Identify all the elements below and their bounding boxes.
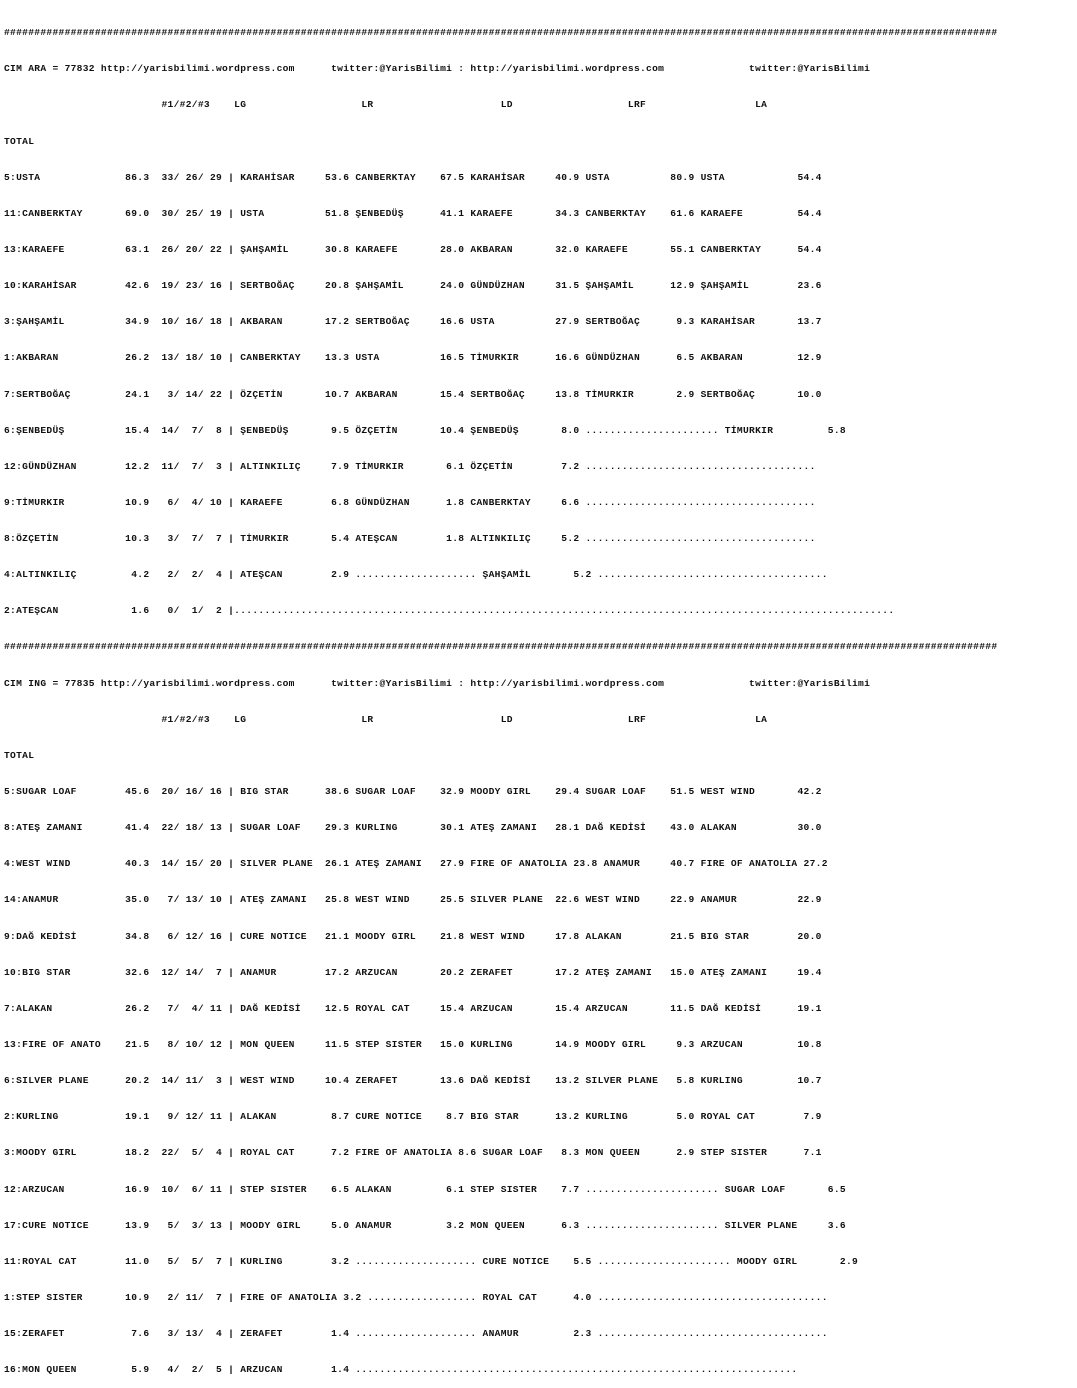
table-row: 14:ANAMUR 35.0 7/ 13/ 10 | ATEŞ ZAMANI 25.8 WEST WIND 25.5 SILVER PLANE 22.6 WEST WIND 22.9 ANAMUR 22.9	[4, 894, 822, 906]
total-label: TOTAL	[4, 135, 877, 147]
table-row: 12:ARZUCAN 16.9 10/ 6/ 11 | STEP SISTER 6.5 ALAKAN 6.1 STEP SISTER 7.7 ...................... SUGAR LOAF 6.5	[4, 1183, 846, 1195]
table-row: 2:ATEŞCAN 1.6 0/ 1/ 2 |.............................................................................................................	[4, 605, 895, 617]
race-statistics-sheet	[4, 3, 997, 1388]
table-row: 13:KARAEFE 63.1 26/ 20/ 22 | ŞAHŞAMİL 30.8 KARAEFE 28.0 AKBARAN 32.0 KARAEFE 55.1 CANBERKTAY 54.4	[4, 243, 822, 255]
table-row: 8:ÖZÇETİN 10.3 3/ 7/ 7 | TİMURKIR 5.4 ATEŞCAN 1.8 ALTINKILIÇ 5.2 ......................................	[4, 533, 816, 545]
table-row: 11:CANBERKTAY 69.0 30/ 25/ 19 | USTA 51.8 ŞENBEDÜŞ 41.1 KARAEFE 34.3 CANBERKTAY 61.6 KARAEFE 54.4	[4, 207, 822, 219]
table-row: 6:SILVER PLANE 20.2 14/ 11/ 3 | WEST WIND 10.4 ZERAFET 13.6 DAĞ KEDİSİ 13.2 SILVER PLANE 5.8 KURLING 10.7	[4, 1075, 822, 1087]
table-row: 10:KARAHİSAR 42.6 19/ 23/ 16 | SERTBOĞAÇ 20.8 ŞAHŞAMİL 24.0 GÜNDÜZHAN 31.5 ŞAHŞAMİL 12.9 ŞAHŞAMİL 23.6	[4, 280, 822, 292]
table-row: 7:SERTBOĞAÇ 24.1 3/ 14/ 22 | ÖZÇETİN 10.7 AKBARAN 15.4 SERTBOĞAÇ 13.8 TİMURKIR 2.9 SERTBOĞAÇ 10.0	[4, 388, 822, 400]
table-row: 3:MOODY GIRL 18.2 22/ 5/ 4 | ROYAL CAT 7.2 FIRE OF ANATOLIA 8.6 SUGAR LOAF 8.3 MON QUEEN 2.9 STEP SISTER 7.1	[4, 1147, 822, 1159]
table-row: 4:ALTINKILIÇ 4.2 2/ 2/ 4 | ATEŞCAN 2.9 .................... ŞAHŞAMİL 5.2 ......................................	[4, 569, 828, 581]
table-row: 7:ALAKAN 26.2 7/ 4/ 11 | DAĞ KEDİSİ 12.5 ROYAL CAT 15.4 ARZUCAN 15.4 ARZUCAN 11.5 DAĞ KEDİSİ 19.1	[4, 1002, 822, 1014]
table-row: 2:KURLING 19.1 9/ 12/ 11 | ALAKAN 8.7 CURE NOTICE 8.7 BIG STAR 13.2 KURLING 5.0 ROYAL CAT 7.9	[4, 1111, 822, 1123]
race-header-ing: CIM ING = 77835 http://yarisbilimi.wordpress.com twitter:@YarisBilimi : http://yarisbilimi.wordpress.com twitter:@YarisBilimi	[4, 677, 871, 689]
separator-line: ####################################################################################################################################################################	[4, 641, 998, 653]
table-row: 5:USTA 86.3 33/ 26/ 29 | KARAHİSAR 53.6 CANBERKTAY 67.5 KARAHİSAR 40.9 USTA 80.9 USTA 54.4	[4, 171, 822, 183]
table-row: 9:TİMURKIR 10.9 6/ 4/ 10 | KARAEFE 6.8 GÜNDÜZHAN 1.8 CANBERKTAY 6.6 ......................................	[4, 496, 816, 508]
table-row: 4:WEST WIND 40.3 14/ 15/ 20 | SILVER PLANE 26.1 ATEŞ ZAMANI 27.9 FIRE OF ANATOLIA 23.8 ANAMUR 40.7 FIRE OF ANATOLIA 27.2	[4, 858, 828, 870]
table-row: 5:SUGAR LOAF 45.6 20/ 16/ 16 | BIG STAR 38.6 SUGAR LOAF 32.9 MOODY GIRL 29.4 SUGAR LOAF 51.5 WEST WIND 42.2	[4, 786, 822, 798]
table-row: 16:MON QUEEN 5.9 4/ 2/ 5 | ARZUCAN 1.4 .........................................................................	[4, 1364, 798, 1376]
table-row: 3:ŞAHŞAMİL 34.9 10/ 16/ 18 | AKBARAN 17.2 SERTBOĞAÇ 16.6 USTA 27.9 SERTBOĞAÇ 9.3 KARAHİSAR 13.7	[4, 316, 822, 328]
table-row: 1:AKBARAN 26.2 13/ 18/ 10 | CANBERKTAY 13.3 USTA 16.5 TİMURKIR 16.6 GÜNDÜZHAN 6.5 AKBARAN 12.9	[4, 352, 822, 364]
table-row: 9:DAĞ KEDİSİ 34.8 6/ 12/ 16 | CURE NOTICE 21.1 MOODY GIRL 21.8 WEST WIND 17.8 ALAKAN 21.5 BIG STAR 20.0	[4, 930, 822, 942]
table-row: 13:FIRE OF ANATO 21.5 8/ 10/ 12 | MON QUEEN 11.5 STEP SISTER 15.0 KURLING 14.9 MOODY GIRL 9.3 ARZUCAN 10.8	[4, 1039, 822, 1051]
table-row: 11:ROYAL CAT 11.0 5/ 5/ 7 | KURLING 3.2 .................... CURE NOTICE 5.5 ...................... MOODY GIRL 2.9	[4, 1255, 859, 1267]
race-header-ara: CIM ARA = 77832 http://yarisbilimi.wordpress.com twitter:@YarisBilimi : http://yarisbilimi.wordpress.com twitter:@YarisBilimi	[4, 63, 871, 75]
total-label: TOTAL	[4, 749, 877, 761]
table-row: 8:ATEŞ ZAMANI 41.4 22/ 18/ 13 | SUGAR LOAF 29.3 KURLING 30.1 ATEŞ ZAMANI 28.1 DAĞ KEDİSİ 43.0 ALAKAN 30.0	[4, 822, 822, 834]
column-header-row: #1/#2/#3 LG LR LD LRF LA	[4, 99, 768, 111]
table-row: 15:ZERAFET 7.6 3/ 13/ 4 | ZERAFET 1.4 .................... ANAMUR 2.3 ......................................	[4, 1328, 828, 1340]
table-row: 6:ŞENBEDÜŞ 15.4 14/ 7/ 8 | ŞENBEDÜŞ 9.5 ÖZÇETİN 10.4 ŞENBEDÜŞ 8.0 ...................... TİMURKIR 5.8	[4, 424, 846, 436]
table-row: 12:GÜNDÜZHAN 12.2 11/ 7/ 3 | ALTINKILIÇ 7.9 TİMURKIR 6.1 ÖZÇETİN 7.2 ......................................	[4, 460, 816, 472]
table-row: 1:STEP SISTER 10.9 2/ 11/ 7 | FIRE OF ANATOLIA 3.2 .................. ROYAL CAT 4.0 ......................................	[4, 1292, 828, 1304]
column-header-row: #1/#2/#3 LG LR LD LRF LA	[4, 713, 768, 725]
separator-line: ####################################################################################################################################################################	[4, 27, 998, 39]
table-row: 17:CURE NOTICE 13.9 5/ 3/ 13 | MOODY GIRL 5.0 ANAMUR 3.2 MON QUEEN 6.3 ...................... SILVER PLANE 3.6	[4, 1219, 846, 1231]
table-row: 10:BIG STAR 32.6 12/ 14/ 7 | ANAMUR 17.2 ARZUCAN 20.2 ZERAFET 17.2 ATEŞ ZAMANI 15.0 ATEŞ ZAMANI 19.4	[4, 966, 822, 978]
